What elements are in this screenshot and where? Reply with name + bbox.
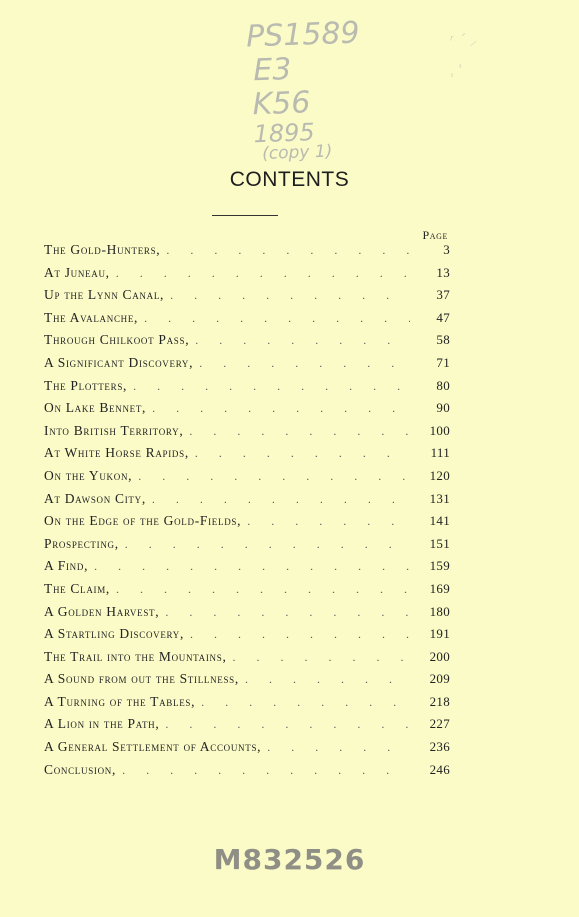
library-shelfmark — [246, 16, 391, 163]
dot-leader — [195, 446, 410, 461]
chapter-title: A Sound from out the Stillness, — [44, 671, 239, 687]
dot-leader — [267, 740, 410, 755]
dot-leader — [138, 469, 410, 484]
toc-entry — [44, 400, 450, 423]
dot-leader — [125, 537, 410, 552]
dot-leader — [199, 356, 410, 371]
page-number: 191 — [429, 626, 450, 642]
toc-entry — [44, 491, 450, 514]
page-column-header: Page — [422, 228, 448, 242]
dot-leader — [170, 288, 410, 303]
faint-pencil-marks: ʳ ˊ ⸝ ˌ ˈ — [450, 33, 477, 79]
toc-entry — [44, 332, 450, 355]
dot-leader — [144, 311, 410, 326]
chapter-title: A Find, — [44, 558, 89, 574]
dot-leader — [122, 763, 410, 778]
page-number: 141 — [429, 513, 450, 529]
toc-entry — [44, 536, 450, 559]
shelfmark-line: (copy 1) — [261, 141, 333, 164]
page-number: 71 — [436, 354, 450, 370]
dot-leader — [245, 672, 410, 687]
shelfmark-line: K56 — [251, 85, 311, 123]
chapter-title: The Trail into the Mountains, — [44, 648, 227, 664]
toc-entry — [44, 716, 450, 739]
toc-entry — [44, 265, 450, 288]
toc-entry — [44, 310, 450, 333]
toc-entry — [44, 694, 450, 717]
dot-leader — [152, 492, 410, 507]
library-stamp: M832526 — [213, 843, 366, 876]
page-number: 131 — [429, 490, 450, 506]
chapter-title: A Significant Discovery, — [44, 354, 194, 370]
toc-entry — [44, 604, 450, 627]
page-number: 151 — [429, 535, 450, 551]
dot-leader — [94, 559, 410, 574]
chapter-title: The Plotters, — [44, 377, 128, 393]
chapter-title: Conclusion, — [44, 761, 117, 777]
toc-entry — [44, 242, 450, 265]
table-of-contents — [44, 242, 450, 784]
page-number: 13 — [436, 264, 450, 280]
toc-entry — [44, 739, 450, 762]
page-number: 80 — [436, 377, 450, 393]
page-number: 218 — [429, 693, 450, 709]
toc-entry — [44, 287, 450, 310]
page-number: 180 — [429, 603, 450, 619]
dot-leader — [116, 582, 410, 597]
dot-leader — [166, 243, 410, 258]
page-number: 58 — [436, 332, 450, 348]
page-number: 209 — [429, 671, 450, 687]
chapter-title: On the Edge of the Gold-Fields, — [44, 513, 242, 529]
dot-leader — [201, 695, 410, 710]
page-number: 227 — [429, 716, 450, 732]
page-number: 200 — [429, 648, 450, 664]
chapter-title: A General Settlement of Accounts, — [44, 739, 262, 755]
toc-entry — [44, 762, 450, 785]
page-number: 246 — [429, 761, 450, 777]
page-number: 3 — [443, 242, 450, 257]
chapter-title: At Dawson City, — [44, 490, 146, 506]
toc-entry — [44, 378, 450, 401]
dot-leader — [233, 650, 410, 665]
page-title: CONTENTS — [229, 168, 350, 191]
chapter-title: Through Chilkoot Pass, — [44, 332, 190, 348]
toc-entry — [44, 626, 450, 649]
shelfmark-line: PS1589 — [245, 15, 361, 55]
page-number: 236 — [429, 739, 450, 755]
chapter-title: Up the Lynn Canal, — [44, 287, 165, 303]
dot-leader — [165, 605, 410, 620]
dot-leader — [247, 514, 410, 529]
chapter-title: A Startling Discovery, — [44, 626, 185, 642]
toc-entry — [44, 423, 450, 446]
chapter-title: A Lion in the Path, — [44, 716, 160, 732]
chapter-title: On Lake Bennet, — [44, 400, 147, 416]
dot-leader — [195, 333, 410, 348]
chapter-title: A Turning of the Tables, — [44, 693, 196, 709]
toc-entry — [44, 649, 450, 672]
dot-leader — [152, 401, 410, 416]
page-number: 100 — [429, 422, 450, 438]
page-number: 159 — [429, 558, 450, 574]
page-number: 120 — [429, 467, 450, 483]
chapter-title: Into British Territory, — [44, 422, 184, 438]
chapter-title: The Avalanche, — [44, 309, 139, 325]
title-rule — [212, 215, 278, 216]
dot-leader — [189, 424, 410, 439]
toc-entry — [44, 468, 450, 491]
chapter-title: Prospecting, — [44, 535, 119, 551]
toc-entry — [44, 513, 450, 536]
chapter-title: The Claim, — [44, 580, 110, 596]
chapter-title: The Gold-Hunters, — [44, 242, 161, 257]
chapter-title: A Golden Harvest, — [44, 603, 160, 619]
toc-entry — [44, 581, 450, 604]
shelfmark-line: 1895 — [253, 118, 316, 149]
toc-entry — [44, 558, 450, 581]
toc-entry — [44, 355, 450, 378]
page-number: 169 — [429, 580, 450, 596]
page-number: 47 — [436, 309, 450, 325]
page-number: 90 — [436, 400, 450, 416]
toc-entry — [44, 445, 450, 468]
shelfmark-line: E3 — [252, 51, 292, 89]
page-number: 111 — [430, 445, 450, 461]
dot-leader — [133, 379, 410, 394]
chapter-title: On the Yukon, — [44, 467, 133, 483]
chapter-title: At White Horse Rapids, — [44, 445, 189, 461]
toc-entry — [44, 671, 450, 694]
page-number: 37 — [436, 287, 450, 303]
dot-leader — [165, 717, 410, 732]
dot-leader — [116, 266, 410, 281]
dot-leader — [190, 627, 410, 642]
chapter-title: At Juneau, — [44, 264, 110, 280]
